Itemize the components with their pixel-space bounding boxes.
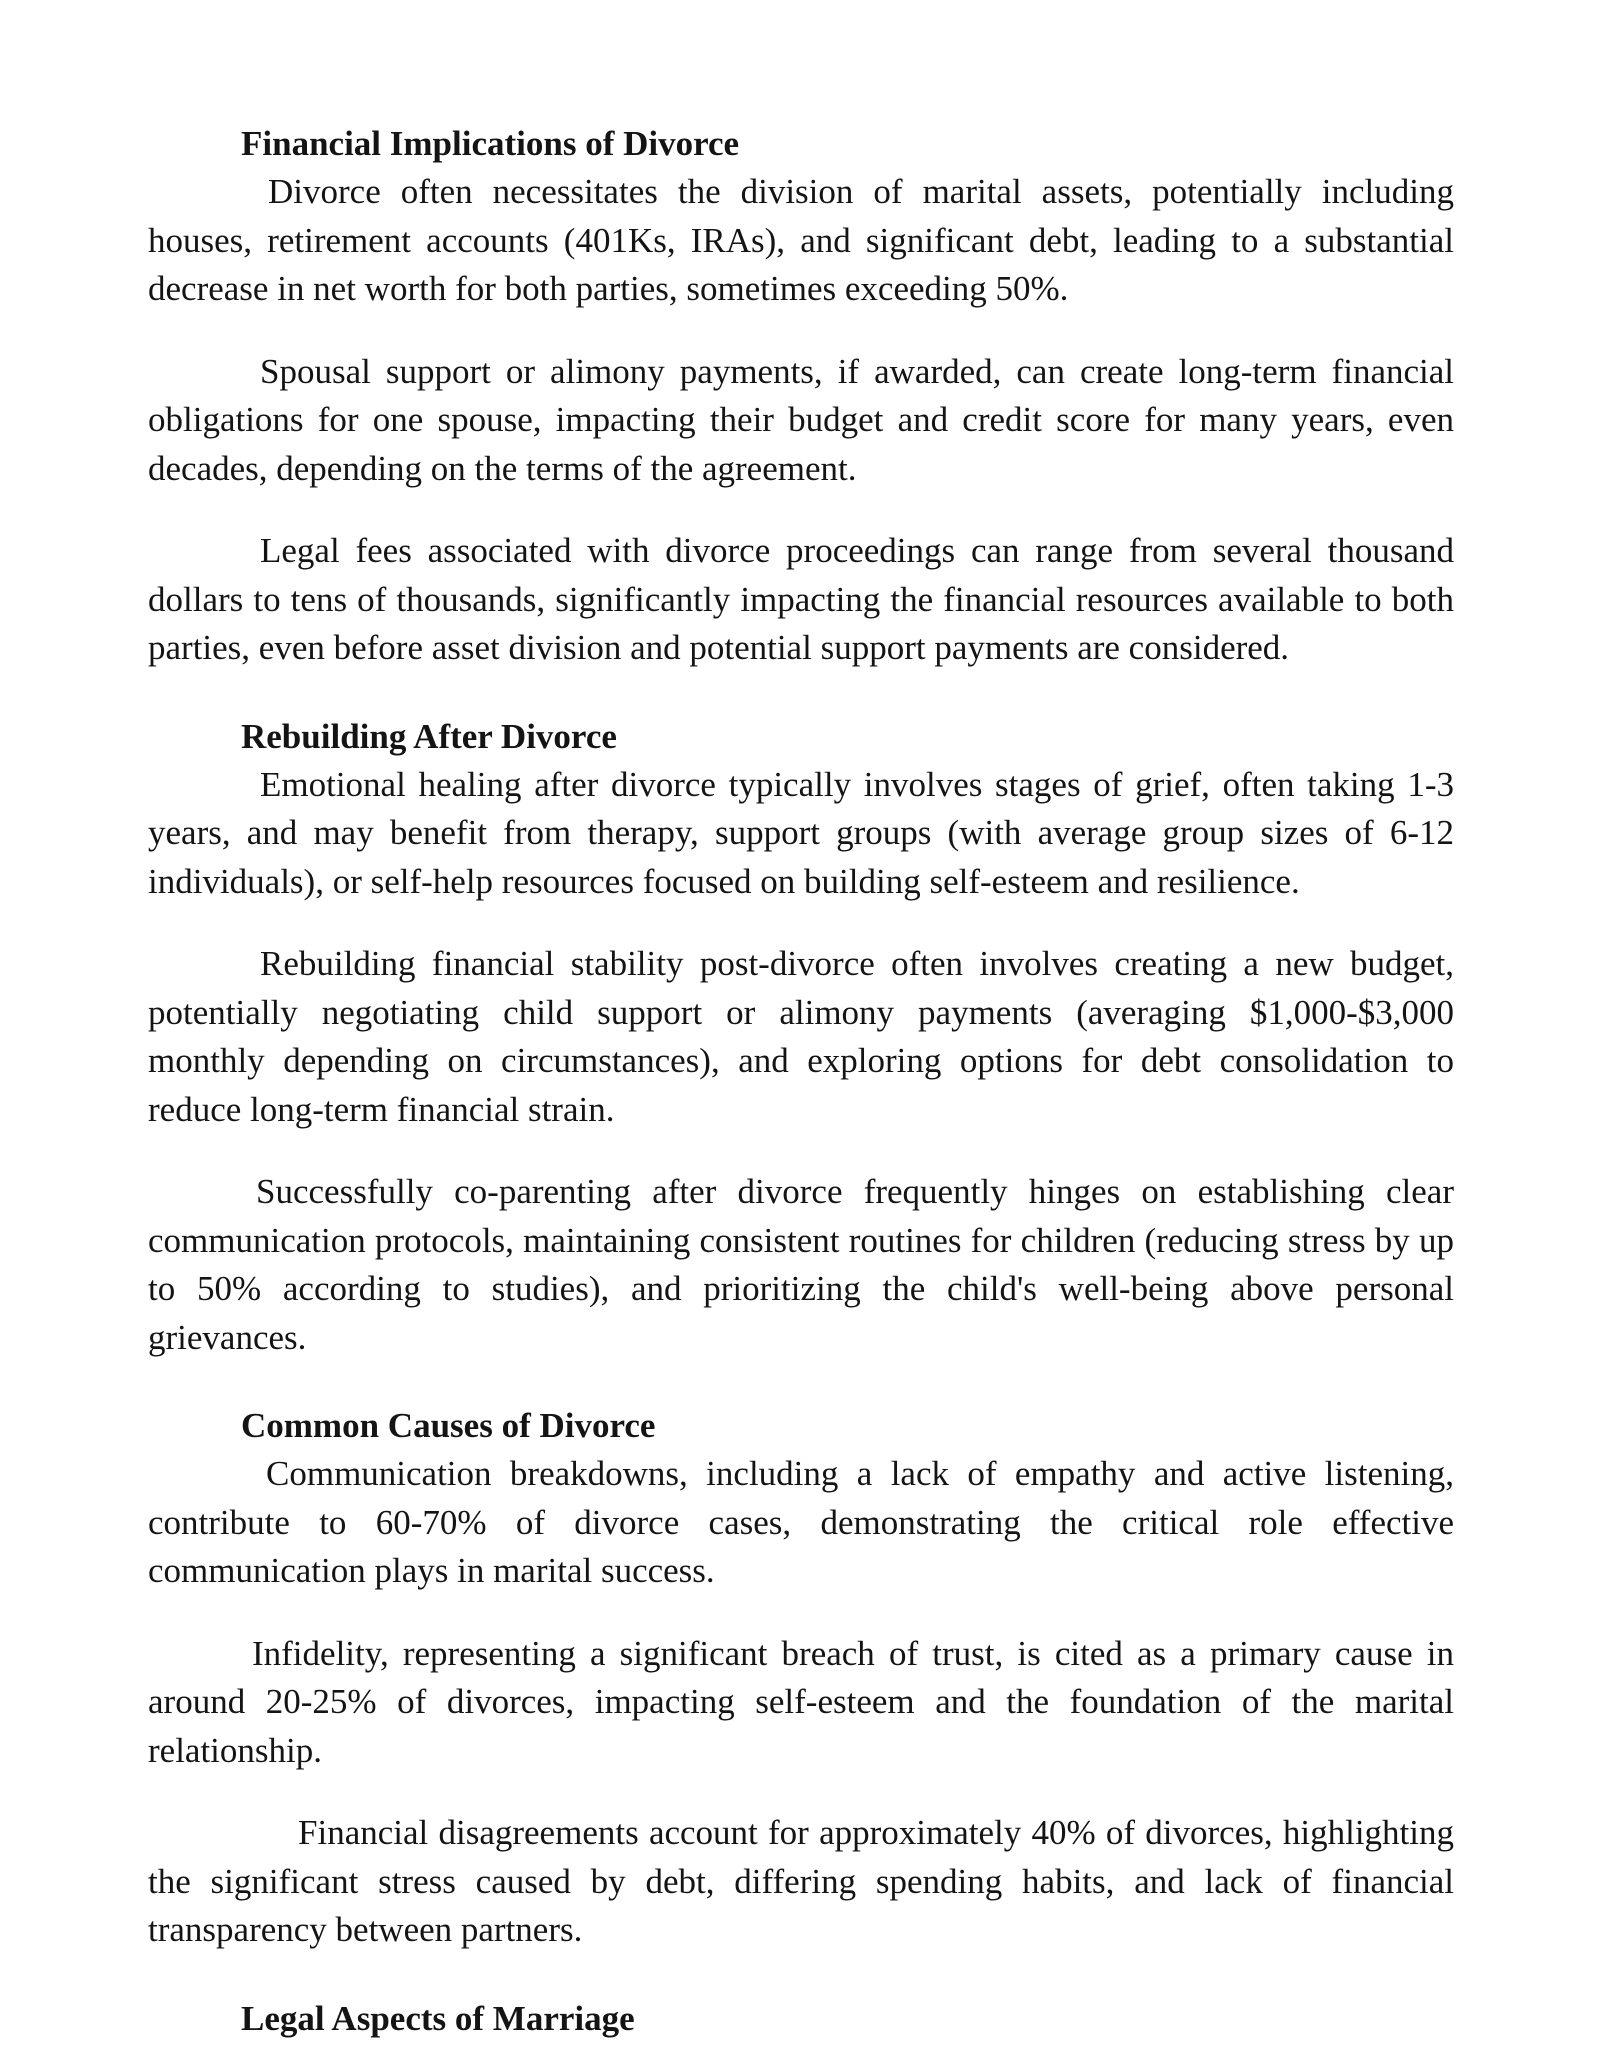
paragraph: Infidelity, representing a significant breach of trust, is cited as a primary cause in around 20-25% of divorces, impacting self-esteem and the foundation of the marital relationship. bbox=[148, 1633, 1454, 1770]
section-common-causes bbox=[148, 1402, 1454, 1955]
section-heading: Financial Implications of Divorce bbox=[241, 124, 740, 163]
section-heading: Legal Aspects of Marriage bbox=[241, 1998, 635, 2038]
section-heading: Common Causes of Divorce bbox=[241, 1406, 656, 1445]
section-heading: Rebuilding After Divorce bbox=[241, 716, 617, 756]
paragraph: Divorce often necessitates the division of marital assets, potentially including houses, retirement accounts (401Ks, IRAs), and significant debt, leading to a substantial decrease in net worth for both parties, sometimes exceeding 50%. bbox=[148, 172, 1454, 308]
section-financial-implications bbox=[148, 120, 1454, 673]
paragraph: Successfully co-parenting after divorce frequently hinges on establishing clear communication protocols, maintaining consistent routines for children (reducing stress by up to 50% according to studies), and prioritizing the child's well-being above personal grievances. bbox=[148, 1172, 1454, 1357]
section-rebuilding bbox=[148, 713, 1454, 1363]
section-legal-aspects bbox=[148, 1995, 1454, 2043]
paragraph: Rebuilding financial stability post-divorce often involves creating a new budget, potentially negotiating child support or alimony payments (averaging $1,000-$3,000 monthly depending on circumstances), and exploring options for debt consolidation to reduce long-term financial strain. bbox=[148, 944, 1454, 1129]
paragraph: Financial disagreements account for approximately 40% of divorces, highlighting the significant stress caused by debt, differing spending habits, and lack of financial transparency between partners. bbox=[148, 1813, 1454, 1949]
paragraph: Emotional healing after divorce typically involves stages of grief, often taking 1-3 years, and may benefit from therapy, support groups (with average group sizes of 6-12 individuals), or self-help resources focused on building self-esteem and resilience. bbox=[148, 764, 1454, 901]
paragraph: Communication breakdowns, including a lack of empathy and active listening, contribute to 60-70% of divorce cases, demonstrating the critical role effective communication plays in marital success. bbox=[148, 1454, 1454, 1590]
document-page bbox=[148, 120, 1454, 2043]
paragraph: Legal fees associated with divorce proceedings can range from several thousand dollars to tens of thousands, significantly impacting the financial resources available to both parties, even before asset division and potential support payments are considered. bbox=[148, 531, 1454, 667]
paragraph: Spousal support or alimony payments, if awarded, can create long-term financial obligations for one spouse, impacting their budget and credit score for many years, even decades, depending on the terms of the agreement. bbox=[148, 351, 1454, 488]
